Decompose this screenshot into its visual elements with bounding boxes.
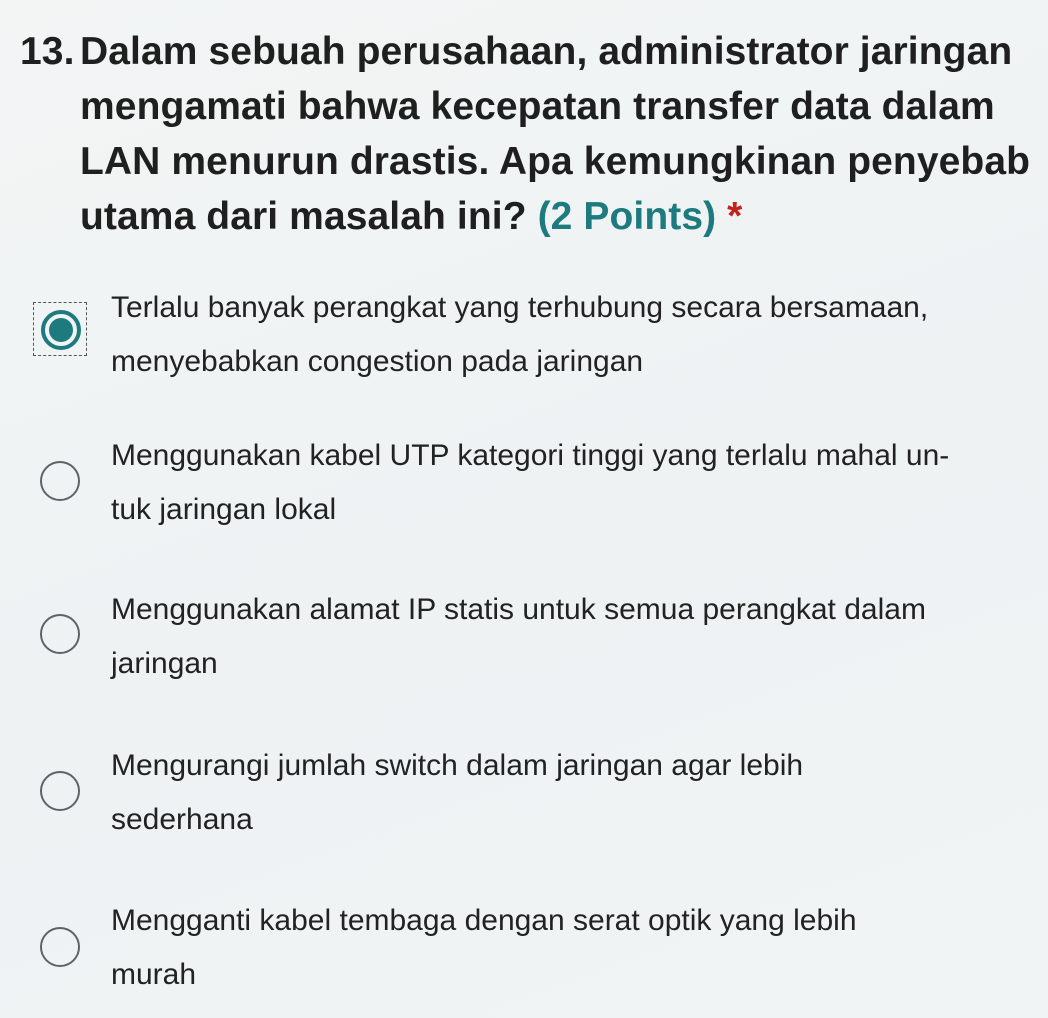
- option-5-line-1: Mengganti kabel tembaga dengan serat optik yang lebih: [111, 904, 857, 937]
- option-2-line-2: tuk jaringan lokal: [111, 493, 337, 526]
- radio-unchecked-icon[interactable]: [40, 461, 80, 501]
- option-5[interactable]: [0, 895, 1048, 1005]
- option-2-line-1: Menggunakan kabel UTP kategori tinggi yang terlalu mahal un-: [111, 439, 950, 472]
- question-number: 13.: [20, 30, 75, 73]
- option-4[interactable]: [0, 740, 1048, 850]
- option-3-label: [111, 583, 1021, 691]
- option-1-line-2: menyebabkan congestion pada jaringan: [111, 345, 644, 378]
- option-4-label: [111, 739, 1021, 847]
- option-1[interactable]: [0, 282, 1048, 392]
- question-text-wrap: [80, 24, 1035, 244]
- option-5-radio-wrap[interactable]: [33, 920, 87, 974]
- option-3-line-1: Menggunakan alamat IP statis untuk semua perangkat dalam: [111, 593, 926, 626]
- option-1-line-1: Terlalu banyak perangkat yang terhubung secara bersamaan,: [111, 291, 929, 324]
- radio-unchecked-icon[interactable]: [40, 614, 80, 654]
- question-text: Dalam sebuah perusahaan, administrator jaringan mengamati bahwa kecepatan transfer data dalam LAN menurun drastis. Apa kemungkinan penyebab utama dari masalah ini?: [80, 30, 1031, 238]
- option-3[interactable]: [0, 584, 1048, 694]
- radio-unchecked-icon[interactable]: [40, 927, 80, 967]
- question-points: (2 Points): [537, 195, 717, 238]
- option-4-line-2: sederhana: [111, 803, 253, 836]
- option-3-radio-wrap[interactable]: [33, 607, 87, 661]
- radio-checked-icon[interactable]: [41, 310, 81, 350]
- option-2-radio-wrap[interactable]: [33, 454, 87, 508]
- required-asterisk: *: [727, 195, 743, 238]
- option-5-label: [111, 894, 1021, 1002]
- question-block: [20, 24, 1035, 238]
- option-1-label: [111, 281, 1021, 389]
- radio-unchecked-icon[interactable]: [40, 771, 80, 811]
- option-4-line-1: Mengurangi jumlah switch dalam jaringan agar lebih: [111, 749, 804, 782]
- option-1-radio-focus[interactable]: [33, 302, 87, 356]
- option-2-label: [111, 429, 1021, 537]
- option-2[interactable]: [0, 430, 1048, 540]
- option-3-line-2: jaringan: [111, 647, 218, 680]
- option-5-line-2: murah: [111, 958, 197, 991]
- option-4-radio-wrap[interactable]: [33, 764, 87, 818]
